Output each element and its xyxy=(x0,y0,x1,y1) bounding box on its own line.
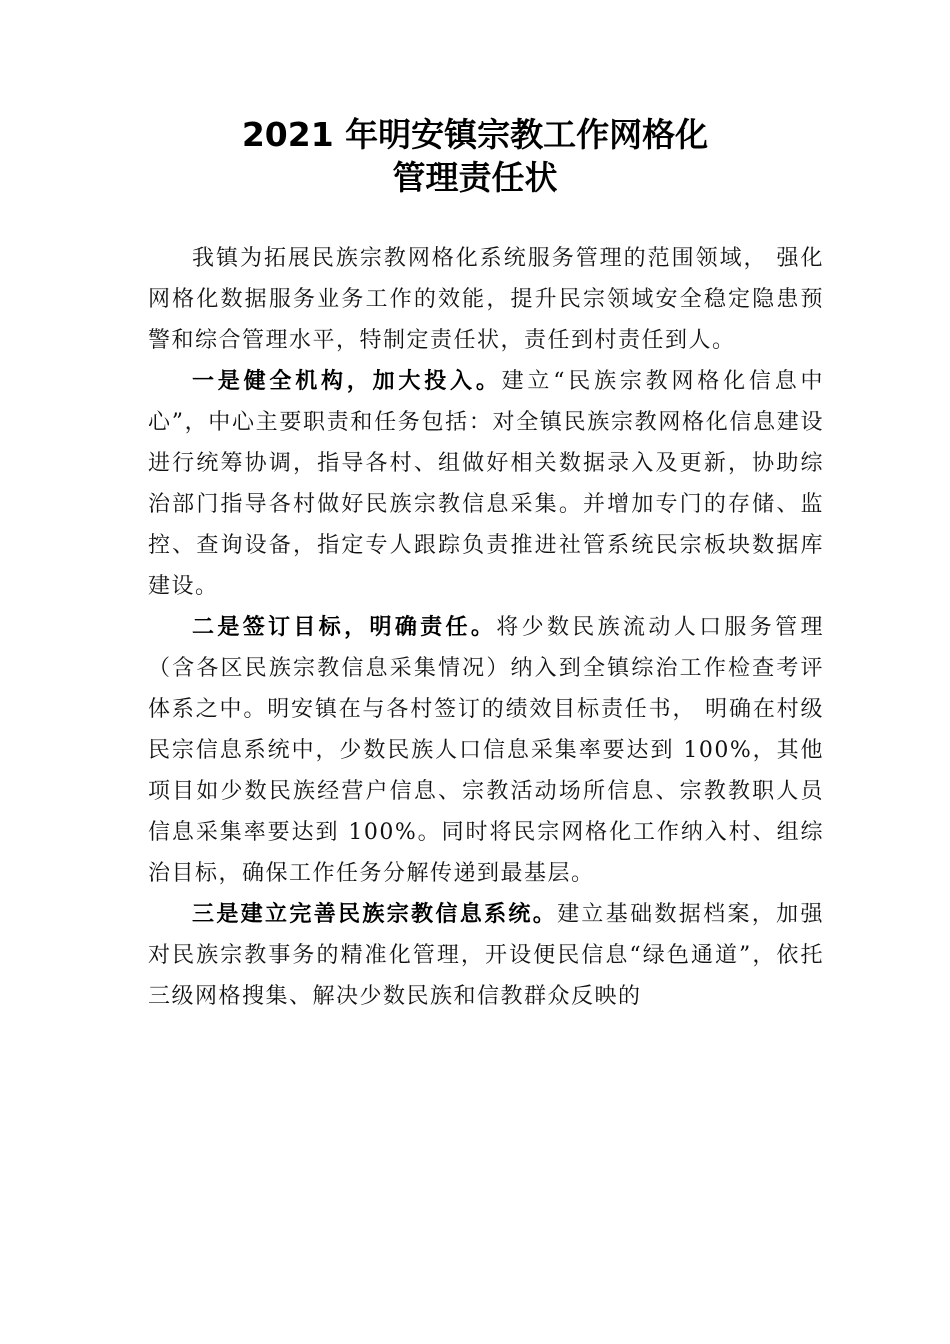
paragraph-lead: 一是健全机构，加大投入。 xyxy=(192,369,502,394)
paragraph-lead: 二是签订目标，明确责任。 xyxy=(192,615,497,640)
paragraph-text: 将少数民族流动人口服务管理（含各区民族宗教信息采集情况）纳入到全镇综治工作检查考评体系之中。明安镇在与各村签订的绩效目标责任书， 明确在村级民宗信息系统中，少数民族人口信息采集率要达到 100%，其他项目如少数民族经营户信息、宗教活动场所信息、宗教教职人员信息采集率要达到 100%。同时将民宗网格化工作纳入村、组综治目标，确保工作任务分解传递到最基层。 xyxy=(148,615,824,886)
paragraph-intro xyxy=(148,238,824,361)
document-body xyxy=(148,238,824,1017)
paragraph-item-2 xyxy=(148,607,824,894)
paragraph-text: 我镇为拓展民族宗教网格化系统服务管理的范围领域， 强化网格化数据服务业务工作的效能，提升民宗领域安全稳定隐患预警和综合管理水平，特制定责任状，责任到村责任到人。 xyxy=(148,246,824,353)
paragraph-text: 建立基础数据档案，加强对民族宗教事务的精准化管理，开设便民信息“绿色通道”，依托三级网格搜集、解决少数民族和信教群众反映的 xyxy=(148,902,824,1009)
paragraph-item-3 xyxy=(148,894,824,1017)
document-title-line-1: 2021 年明安镇宗教工作网格化 xyxy=(241,115,709,154)
document-title-line-2: 管理责任状 xyxy=(392,158,558,197)
paragraph-text: 建立“民族宗教网格化信息中心”，中心主要职责和任务包括：对全镇民族宗教网格化信息建设进行统筹协调，指导各村、组做好相关数据录入及更新，协助综治部门指导各村做好民族宗教信息采集。并增加专门的存储、监控、查询设备，指定专人跟踪负责推进社管系统民宗板块数据库建设。 xyxy=(148,369,824,599)
paragraph-lead: 三是建立完善民族宗教信息系统。 xyxy=(192,902,558,927)
paragraph-item-1 xyxy=(148,361,824,607)
